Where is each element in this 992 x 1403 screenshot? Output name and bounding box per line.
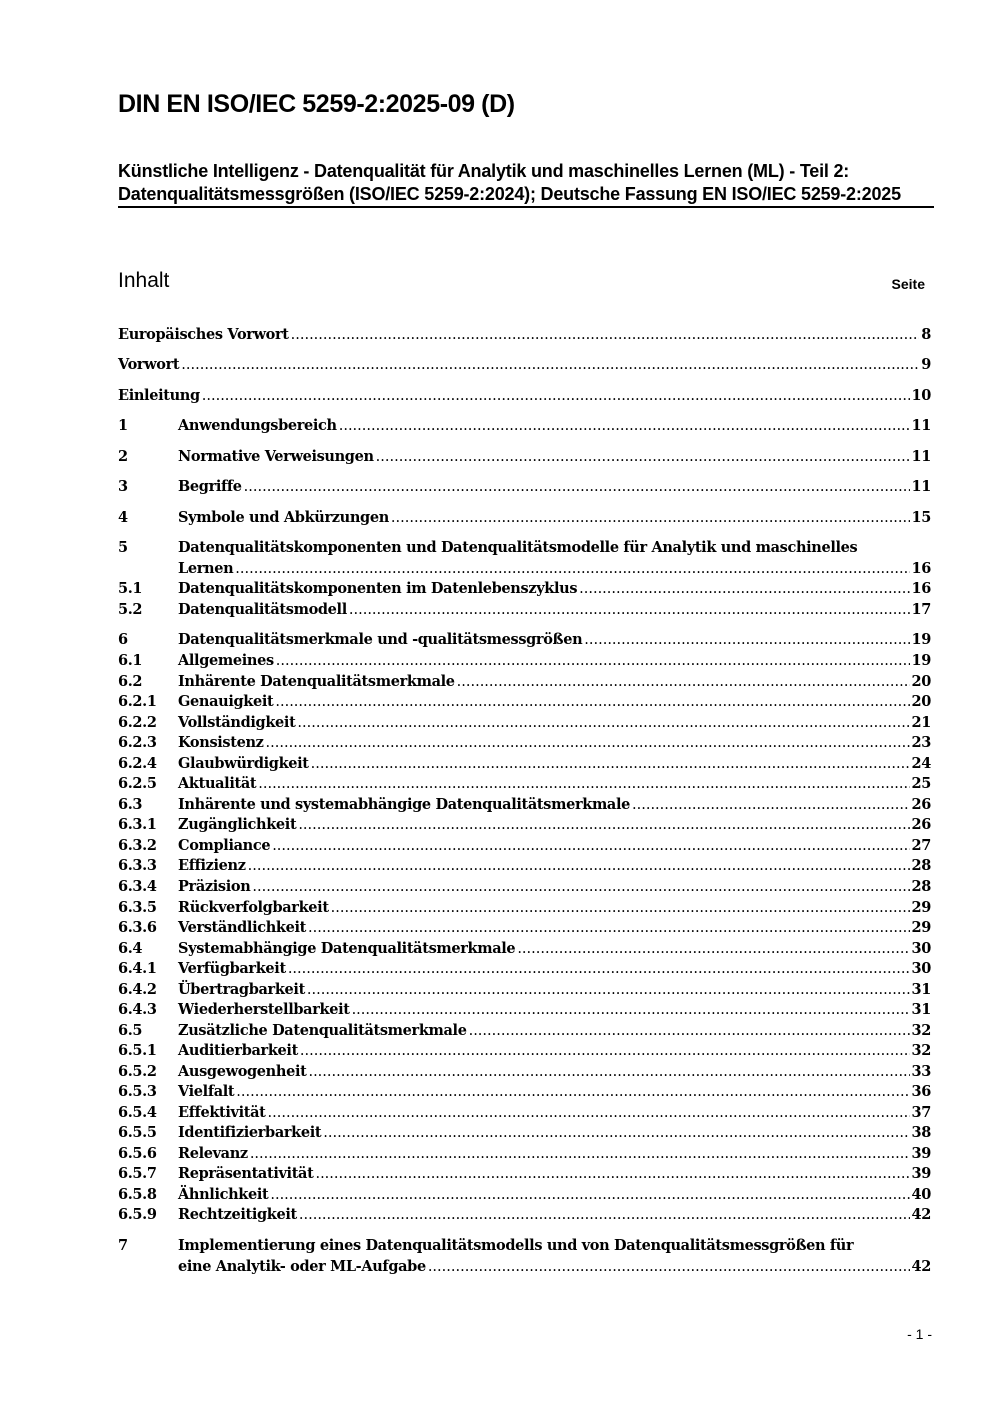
toc-entry-page-number: 16 — [911, 580, 931, 597]
toc-entry-label: Zugänglichkeit — [178, 816, 297, 833]
toc-entry-page-number: 20 — [911, 693, 931, 710]
toc-entry-number: 5.1 — [118, 580, 143, 597]
toc-entry-label: Rückverfolgbarkeit — [178, 899, 329, 916]
toc-entry-label: Aktualität — [178, 775, 257, 792]
toc-entry-label: Rechtzeitigkeit — [178, 1206, 297, 1223]
toc-entry-label: Identifizierbarkeit — [178, 1124, 322, 1141]
toc-entry-label: Datenqualitätsmerkmale und -qualitätsmessgrößen — [178, 631, 583, 648]
toc-entry-page-number: 19 — [911, 652, 931, 669]
toc-entry-number: 6.5.7 — [118, 1165, 157, 1182]
toc-entry-page-number: 11 — [911, 478, 931, 495]
toc-entry-number: 6.5.5 — [118, 1124, 157, 1141]
toc-entry-label: eine Analytik- oder ML-Aufgabe — [178, 1257, 426, 1275]
toc-entry-label: Zusätzliche Datenqualitätsmerkmale — [178, 1022, 467, 1039]
toc-entry-label: Ausgewogenheit — [178, 1063, 307, 1080]
toc-entry-page-number: 32 — [911, 1042, 931, 1059]
toc-entry-number: 6.3.1 — [118, 816, 157, 833]
toc-dot-leader — [469, 1021, 910, 1042]
toc-entry-number: 6.3.2 — [118, 837, 157, 854]
toc-entry-number: 6.4.2 — [118, 981, 157, 998]
toc-entry-label: Genauigkeit — [178, 693, 274, 710]
toc-entry-label: Vielfalt — [178, 1083, 235, 1100]
toc-dot-leader — [457, 672, 910, 693]
toc-dot-leader — [288, 959, 910, 980]
toc-dot-leader — [268, 1103, 910, 1124]
toc-entry-number: 7 — [118, 1237, 128, 1254]
toc-dot-leader — [276, 651, 910, 672]
toc-entry-page-number: 42 — [911, 1257, 931, 1275]
toc-entry-label: Glaubwürdigkeit — [178, 755, 309, 772]
toc-entry-label: Effektivität — [178, 1104, 266, 1121]
toc-entry-label: Inhärente und systemabhängige Datenqualitätsmerkmale — [178, 796, 631, 813]
toc-entry-label: Vollständigkeit — [178, 714, 296, 731]
toc-entry-label: Wiederherstellbarkeit — [178, 1001, 350, 1018]
toc-dot-leader — [266, 733, 910, 754]
toc-entry-page-number: 8 — [921, 326, 931, 343]
toc-entry-label: Inhärente Datenqualitätsmerkmale — [178, 673, 455, 690]
toc-entry-number: 6.4.3 — [118, 1001, 157, 1018]
toc-dot-leader — [298, 815, 909, 836]
toc-entry-page-number: 38 — [911, 1124, 931, 1141]
toc-entry-page-number: 32 — [911, 1022, 931, 1039]
toc-dot-leader — [323, 1123, 909, 1144]
toc-dot-leader — [272, 836, 909, 857]
toc-entry-label: Compliance — [178, 837, 271, 854]
toc-entry-page-number: 39 — [911, 1145, 931, 1162]
toc-entry-label: Normative Verweisungen — [178, 448, 374, 465]
toc-entry-number: 1 — [118, 417, 128, 434]
toc-entry-page-number: 26 — [911, 796, 931, 813]
toc-page-column-label: Seite — [891, 276, 925, 292]
toc-entry-number: 6.3.4 — [118, 878, 157, 895]
toc-entry-page-number: 30 — [911, 960, 931, 977]
toc-dot-leader — [275, 692, 909, 713]
toc-dot-leader — [270, 1185, 909, 1206]
toc-entry-label: Präzision — [178, 878, 251, 895]
toc-dot-leader — [376, 447, 910, 468]
toc-entry-page-number: 11 — [911, 448, 931, 465]
toc-entry-number: 6.2.5 — [118, 775, 157, 792]
toc-entry-label: Datenqualitätsmodell — [178, 601, 347, 618]
toc-entry[interactable] — [118, 538, 931, 579]
toc-entry-label: Begriffe — [178, 478, 242, 495]
toc-entry-page-number: 17 — [911, 601, 931, 618]
toc-dot-leader — [428, 1257, 910, 1278]
toc-entry-number: 6.5.3 — [118, 1083, 157, 1100]
toc-entry-label-first-line: Datenqualitätskomponenten und Datenqualitätsmodelle für Analytik und maschinelles — [178, 539, 858, 556]
toc-dot-leader — [202, 386, 910, 407]
toc-dot-leader — [331, 898, 910, 919]
toc-entry-number: 5.2 — [118, 601, 143, 618]
toc-dot-leader — [308, 918, 910, 939]
footer-page-number: - 1 - — [907, 1326, 932, 1342]
toc-entry-number: 6.1 — [118, 652, 143, 669]
toc-entry-page-number: 36 — [911, 1083, 931, 1100]
toc-heading: Inhalt — [118, 269, 170, 292]
toc-entry-page-number: 19 — [911, 631, 931, 648]
toc-dot-leader — [632, 795, 910, 816]
toc-entry-page-number: 30 — [911, 940, 931, 957]
toc-dot-leader — [315, 1164, 909, 1185]
toc-entry-number: 6.5.6 — [118, 1145, 157, 1162]
toc-dot-leader — [391, 508, 910, 529]
toc-entry-label: Effizienz — [178, 857, 246, 874]
toc-entry-number: 6.5.2 — [118, 1063, 157, 1080]
toc-entry-number: 6 — [118, 631, 128, 648]
toc-entry-label: Datenqualitätskomponenten im Datenlebenszyklus — [178, 580, 578, 597]
toc-entry-page-number: 16 — [911, 559, 931, 577]
toc-entry-page-number: 23 — [911, 734, 931, 751]
toc-entry-number: 2 — [118, 448, 128, 465]
toc-dot-leader — [297, 713, 909, 734]
toc-dot-leader — [250, 1144, 910, 1165]
toc-entry-number: 5 — [118, 539, 128, 556]
toc-entry-page-number: 31 — [911, 981, 931, 998]
toc-entry-number: 6.2.4 — [118, 755, 157, 772]
toc-dot-leader — [517, 939, 909, 960]
document-subtitle: Künstliche Intelligenz - Datenqualität für Analytik und maschinelles Lernen (ML) - Teil 2: Datenqualitätsmessgrößen (ISO/IEC 5259-2:2024); Deutsche Fassung EN ISO/IEC 5259-2:2025 — [118, 160, 934, 208]
toc-entry-page-number: 10 — [911, 387, 931, 404]
toc-entry-page-number: 31 — [911, 1001, 931, 1018]
toc-entry-page-number: 9 — [921, 356, 931, 373]
toc-entry-page-number: 15 — [911, 509, 931, 526]
toc-entry-number: 6.5.8 — [118, 1186, 157, 1203]
toc-entry-label: Vorwort — [118, 356, 180, 373]
toc-entry-number: 6.4 — [118, 940, 143, 957]
toc-entry-number: 6.3 — [118, 796, 143, 813]
toc-entry-number: 6.2.3 — [118, 734, 157, 751]
toc-entry-label: Ähnlichkeit — [178, 1186, 269, 1203]
toc-entry-label: Symbole und Abkürzungen — [178, 509, 389, 526]
toc-dot-leader — [579, 579, 909, 600]
toc-entry-page-number: 37 — [911, 1104, 931, 1121]
toc-entry-label: Europäisches Vorwort — [118, 326, 289, 343]
toc-dot-leader — [291, 325, 920, 346]
toc-entry-number: 6.3.5 — [118, 899, 157, 916]
toc-dot-leader — [258, 774, 909, 795]
toc-entry-page-number: 24 — [911, 755, 931, 772]
toc-entry-number: 6.3.6 — [118, 919, 157, 936]
toc-dot-leader — [236, 1082, 909, 1103]
toc-entry-label: Konsistenz — [178, 734, 264, 751]
toc-entry-number: 6.2.2 — [118, 714, 157, 731]
toc-entry-label: Repräsentativität — [178, 1165, 314, 1182]
toc-entry-page-number: 27 — [911, 837, 931, 854]
toc-dot-leader — [181, 355, 919, 376]
toc-entry-number: 4 — [118, 509, 128, 526]
toc-entry-label: Einleitung — [118, 387, 200, 404]
toc-entry-number: 6.5 — [118, 1022, 143, 1039]
document-title: DIN EN ISO/IEC 5259-2:2025-09 (D) — [118, 90, 515, 118]
toc-entry-page-number: 11 — [911, 417, 931, 434]
toc-entry-label: Allgemeines — [178, 652, 274, 669]
toc-entry-page-number: 28 — [911, 878, 931, 895]
toc-entry-number: 3 — [118, 478, 128, 495]
toc-entry-label: Anwendungsbereich — [178, 417, 337, 434]
toc-entry-page-number: 33 — [911, 1063, 931, 1080]
toc-dot-leader — [244, 477, 910, 498]
toc-entry-label: Verständlichkeit — [178, 919, 306, 936]
toc-dot-leader — [349, 600, 910, 621]
toc-dot-leader — [584, 630, 909, 651]
toc-entry-label: Systemabhängige Datenqualitätsmerkmale — [178, 940, 516, 957]
toc-entry[interactable] — [118, 1236, 931, 1277]
toc-entry-label: Relevanz — [178, 1145, 248, 1162]
toc-entry-number: 6.5.1 — [118, 1042, 157, 1059]
toc-entry-label: Lernen — [178, 559, 234, 577]
toc-dot-leader — [300, 1041, 910, 1062]
toc-dot-leader — [252, 877, 909, 898]
toc-entry-page-number: 29 — [911, 919, 931, 936]
toc-dot-leader — [308, 1062, 909, 1083]
toc-entry-label-first-line: Implementierung eines Datenqualitätsmodells und von Datenqualitätsmessgrößen für — [178, 1237, 854, 1254]
toc-entry-page-number: 25 — [911, 775, 931, 792]
toc-entry-page-number: 29 — [911, 899, 931, 916]
toc-dot-leader — [248, 856, 910, 877]
toc-entry-number: 6.5.4 — [118, 1104, 157, 1121]
toc-dot-leader — [352, 1000, 910, 1021]
toc-entry-page-number: 20 — [911, 673, 931, 690]
toc-entry-number: 6.5.9 — [118, 1206, 157, 1223]
toc-dot-leader — [299, 1205, 910, 1226]
toc-dot-leader — [235, 559, 909, 580]
toc-entry-page-number: 26 — [911, 816, 931, 833]
toc-dot-leader — [311, 754, 910, 775]
toc-entry-number: 6.4.1 — [118, 960, 157, 977]
toc-entry-label: Verfügbarkeit — [178, 960, 286, 977]
toc-entry-page-number: 28 — [911, 857, 931, 874]
toc-entry-number: 6.2 — [118, 673, 143, 690]
toc-entry-page-number: 21 — [911, 714, 931, 731]
toc-entry-number: 6.3.3 — [118, 857, 157, 874]
toc-entry-page-number: 39 — [911, 1165, 931, 1182]
toc-entry-label: Übertragbarkeit — [178, 981, 305, 998]
toc-dot-leader — [339, 416, 910, 437]
toc-entry-page-number: 42 — [911, 1206, 931, 1223]
toc-entry-number: 6.2.1 — [118, 693, 157, 710]
toc-entry-page-number: 40 — [911, 1186, 931, 1203]
toc-entry-label: Auditierbarkeit — [178, 1042, 298, 1059]
toc-dot-leader — [307, 980, 910, 1001]
